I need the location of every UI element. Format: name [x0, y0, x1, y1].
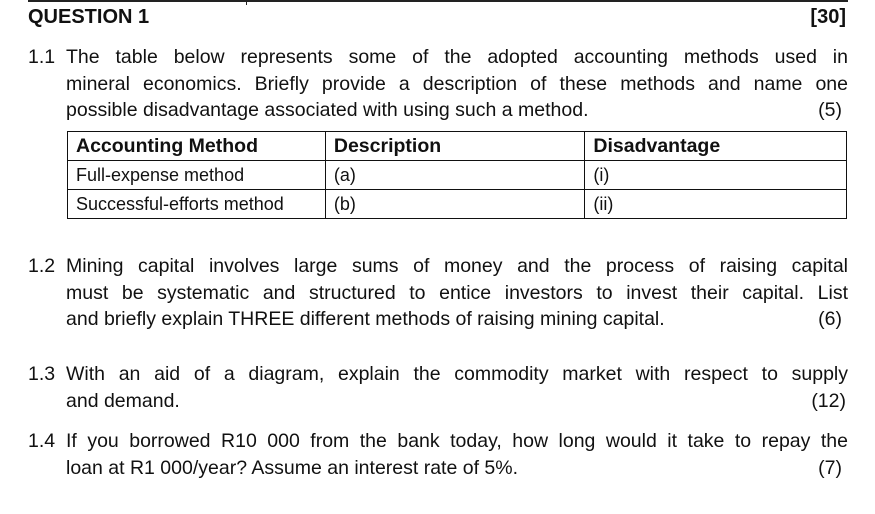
column-header-description: Description	[325, 132, 585, 161]
question-line-text: and briefly explain THREE different methods of raising mining capital.	[66, 308, 665, 330]
question-line-last	[66, 455, 848, 482]
question-line-last	[66, 306, 848, 333]
question-title: QUESTION 1	[28, 6, 150, 28]
column-header-disadvantage: Disadvantage	[585, 132, 847, 161]
top-rule	[28, 0, 848, 2]
question-header	[28, 6, 848, 30]
table-cell-description: (b)	[325, 190, 585, 219]
table-row	[68, 190, 847, 219]
question-line-last	[66, 97, 848, 124]
table-cell-method: Successful-efforts method	[68, 190, 326, 219]
question-marks: (6)	[818, 308, 842, 330]
top-rule-tick	[246, 0, 247, 5]
table-row	[68, 161, 847, 190]
table-cell-disadvantage: (ii)	[585, 190, 847, 219]
question-number: 1.3	[28, 363, 56, 385]
question-line-text: and demand.	[66, 389, 180, 412]
question-number: 1.1	[28, 46, 56, 68]
accounting-methods-table	[67, 131, 847, 219]
question-line: must be systematic and structured to entice investors to invest their capital. List	[66, 281, 848, 304]
question-number: 1.2	[28, 255, 56, 277]
question-line-text: loan at R1 000/year? Assume an interest rate of 5%.	[66, 456, 519, 479]
question-line: mineral economics. Briefly provide a description of these methods and name one	[66, 72, 848, 95]
question-marks: (5)	[818, 99, 842, 121]
question-line: If you borrowed R10 000 from the bank today, how long would it take to repay the	[66, 430, 848, 452]
question-marks: (12)	[811, 389, 846, 412]
question-line-last	[66, 388, 848, 415]
column-header-method: Accounting Method	[68, 132, 326, 161]
question-line: With an aid of a diagram, explain the commodity market with respect to supply	[66, 363, 848, 385]
question-total-marks: [30]	[810, 6, 846, 28]
question-line: Mining capital involves large sums of money and the process of raising capital	[66, 255, 848, 277]
question-marks: (7)	[818, 456, 842, 479]
question-number: 1.4	[28, 430, 56, 452]
table-cell-disadvantage: (i)	[585, 161, 847, 190]
question-line: The table below represents some of the adopted accounting methods used in	[66, 46, 848, 68]
table-cell-description: (a)	[325, 161, 585, 190]
question-line-text: possible disadvantage associated with using such a method.	[66, 99, 589, 121]
table-cell-method: Full-expense method	[68, 161, 326, 190]
table-header-row	[68, 132, 847, 161]
